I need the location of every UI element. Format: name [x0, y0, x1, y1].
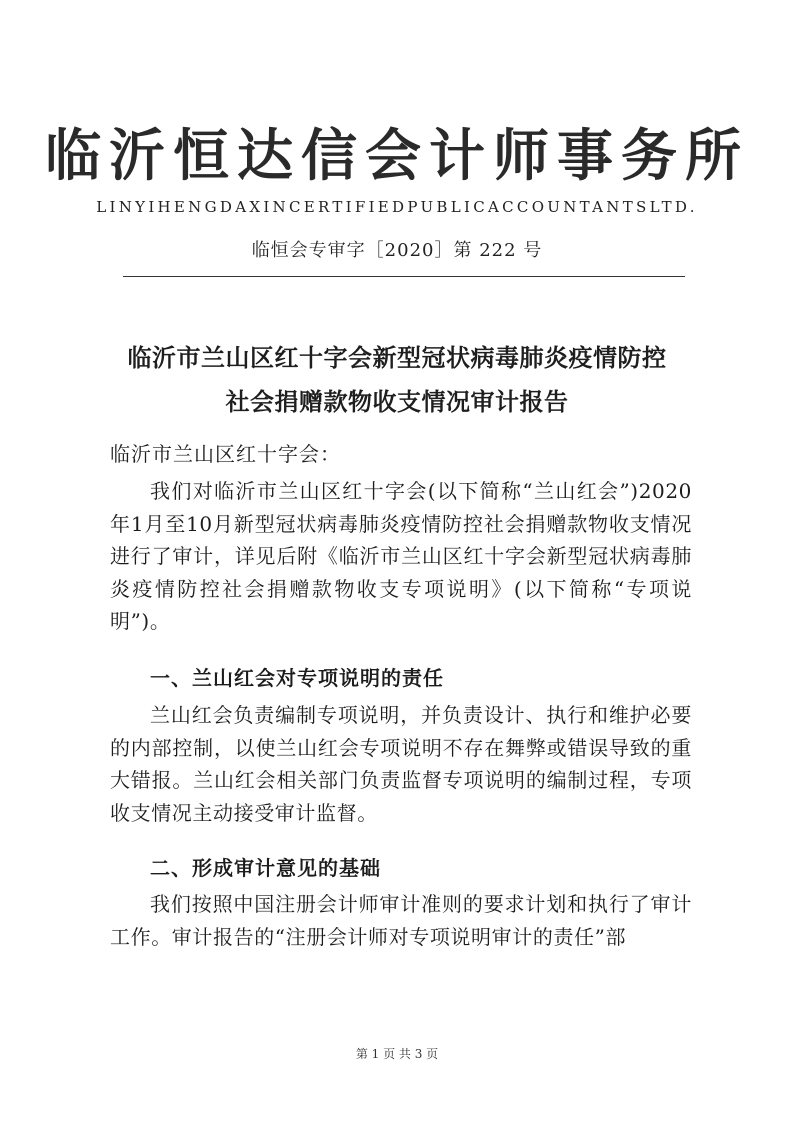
page-footer: 第 1 页 共 3 页: [355, 1047, 439, 1061]
firm-name-english: LINYIHENGDAXINCERTIFIEDPUBLICACCOUNTANTSLTD.: [96, 198, 698, 216]
addressee: 临沂市兰山区红十字会：: [110, 442, 341, 466]
firm-name: 临沂恒达信会计师事务所: [45, 124, 749, 189]
report-title-line-2: 社会捐赠款物收支情况审计报告: [225, 388, 569, 416]
report-title-line-1: 临沂市兰山区红十字会新型冠状病毒肺炎疫情防控: [127, 344, 667, 372]
header-divider: [123, 276, 685, 277]
section-heading-basis: 二、形成审计意见的基础: [150, 856, 381, 880]
responsibility-paragraph: 兰山红会负责编制专项说明，并负责设计、执行和维护必要的内部控制，以使兰山红会专项说明不存在舞弊或错误导致的重大错报。兰山红会相关部门负责监督专项说明的编制过程，专项收支情况主动接受审计监督。: [110, 703, 692, 825]
basis-paragraph: 我们按照中国注册会计师审计准则的要求计划和执行了审计工作。审计报告的“注册会计师对专项说明审计的责任”部: [110, 892, 692, 949]
section-heading-responsibility: 一、兰山红会对专项说明的责任: [150, 666, 444, 690]
intro-paragraph: 我们对临沂市兰山区红十字会(以下简称“兰山红会”)2020年1月至10月新型冠状病毒肺炎疫情防控社会捐赠款物收支情况进行了审计，详见后附《临沂市兰山区红十字会新型冠状病毒肺炎疫情防控社会捐赠款物收支专项说明》(以下简称“专项说明”)。: [110, 479, 692, 633]
document-number: 临恒会专审字［2020］第 222 号: [251, 240, 543, 261]
